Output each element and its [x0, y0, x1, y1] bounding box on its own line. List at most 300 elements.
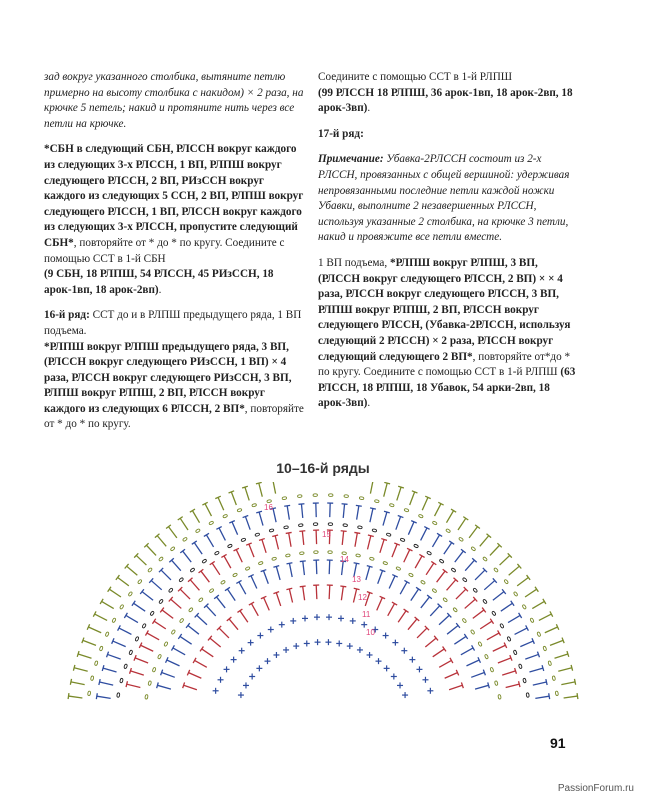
stitch-mark	[189, 673, 202, 679]
chain-loop-mark	[129, 650, 133, 655]
stitch-top-mark	[354, 588, 360, 589]
stitch-mark	[142, 592, 153, 601]
stitch-mark	[127, 566, 138, 575]
stitch-top-mark	[515, 668, 517, 674]
stitch-mark	[525, 654, 538, 659]
stitch-mark	[239, 582, 246, 594]
chain-loop-mark	[300, 552, 305, 555]
stitch-mark	[421, 597, 430, 608]
chain-loop-mark	[159, 599, 164, 604]
chain-loop-mark	[99, 646, 103, 651]
stitch-mark	[136, 555, 146, 565]
stitch-mark	[184, 685, 197, 689]
stitch-mark	[118, 577, 129, 585]
chain-loop-mark	[369, 557, 374, 561]
stitch-mark	[83, 640, 96, 645]
stitch-top-mark	[273, 592, 279, 594]
stitch-top-mark	[237, 609, 242, 612]
chain-loop-mark	[255, 533, 260, 537]
stitch-mark	[435, 504, 441, 516]
chain-loop-mark	[459, 537, 464, 542]
stitch-mark	[366, 566, 370, 579]
stitch-top-mark	[367, 566, 373, 568]
stitch-mark	[502, 671, 515, 675]
row-label: 15	[322, 530, 331, 539]
stitch-mark	[490, 545, 500, 555]
stitch-mark	[430, 606, 440, 616]
chain-loop-mark	[507, 636, 511, 641]
stitch-mark	[146, 545, 156, 555]
chain-loop-mark	[158, 557, 163, 562]
stitch-top-mark	[577, 693, 578, 699]
chain-loop-mark	[148, 567, 153, 572]
stitch-mark	[167, 660, 180, 666]
stitch-mark	[410, 492, 415, 505]
stitch-mark	[461, 648, 473, 655]
chain-loop-mark	[120, 678, 124, 683]
stitch-mark	[446, 511, 453, 523]
stitch-mark	[119, 628, 131, 634]
stitch-mark	[473, 610, 484, 618]
stitch-mark	[396, 517, 401, 530]
chain-loop-mark	[400, 538, 405, 542]
chain-loop-mark	[443, 597, 448, 602]
chain-loop-mark	[523, 678, 527, 683]
stitch-mark	[262, 539, 266, 552]
stitch-mark	[480, 536, 489, 547]
stitch-mark	[302, 531, 303, 545]
stitch-mark	[500, 555, 510, 565]
chain-loop-mark	[188, 607, 193, 612]
stitch-mark	[97, 696, 111, 698]
stitch-mark	[392, 544, 397, 557]
stitch-top-mark	[68, 693, 69, 699]
stitch-top-mark	[96, 693, 97, 699]
stitch-mark	[219, 628, 229, 638]
stitch-mark	[355, 533, 357, 547]
chain-loop-mark	[473, 588, 478, 593]
stitch-mark	[558, 668, 572, 671]
stitch-top-mark	[183, 682, 185, 688]
stitch-mark	[411, 589, 419, 601]
stitch-mark	[287, 506, 289, 520]
stitch-mark	[408, 522, 414, 535]
stitch-mark	[88, 627, 101, 633]
stitch-top-mark	[70, 679, 71, 685]
stitch-top-mark	[340, 586, 346, 587]
stitch-mark	[127, 684, 141, 687]
stitch-top-mark	[443, 646, 446, 651]
page-number: 91	[550, 735, 566, 751]
chain-loop-mark	[88, 691, 91, 696]
stitch-mark	[190, 580, 199, 591]
stitch-mark	[69, 696, 83, 698]
chain-loop-mark	[124, 664, 128, 669]
stitch-top-mark	[384, 482, 390, 483]
stitch-top-mark	[461, 682, 463, 688]
chain-loop-mark	[150, 611, 155, 616]
stitch-mark	[212, 563, 220, 575]
stitch-mark	[493, 592, 504, 601]
stitch-mark	[432, 535, 439, 547]
stitch-mark	[275, 536, 278, 550]
stitch-mark	[466, 660, 479, 666]
chain-loop-mark	[258, 561, 263, 565]
chain-loop-mark	[462, 577, 467, 582]
stitch-top-mark	[259, 539, 265, 541]
stitch-mark	[475, 685, 488, 689]
stitch-top-mark	[272, 535, 278, 536]
chain-loop-mark	[383, 561, 388, 565]
stitch-top-mark	[286, 532, 292, 533]
chain-loop-mark	[404, 508, 409, 512]
stitch-mark	[384, 483, 387, 497]
stitch-mark	[157, 685, 170, 689]
stitch-top-mark	[367, 592, 373, 594]
stitch-mark	[555, 654, 568, 658]
stitch-mark	[370, 509, 373, 523]
stitch-top-mark	[574, 679, 575, 685]
stitch-mark	[171, 599, 182, 608]
chain-loop-mark	[297, 495, 302, 498]
chain-loop-mark	[90, 676, 94, 681]
chain-loop-mark	[137, 579, 142, 584]
row-label: 11	[362, 610, 371, 619]
stitch-mark	[465, 560, 474, 571]
stitch-mark	[188, 626, 199, 635]
chain-loop-mark	[232, 573, 237, 577]
stitch-top-mark	[77, 651, 79, 657]
chain-loop-mark	[389, 503, 394, 507]
stitch-mark	[71, 682, 85, 685]
stitch-mark	[232, 522, 238, 535]
chain-loop-mark	[494, 567, 499, 572]
stitch-mark	[135, 658, 148, 663]
stitch-mark	[415, 556, 422, 568]
stitch-mark	[342, 531, 343, 545]
chain-loop-mark	[451, 568, 456, 573]
chain-loop-mark	[298, 524, 303, 527]
chain-loop-mark	[179, 618, 184, 623]
chart-title: 10–16-й ряды	[276, 460, 370, 476]
chain-loop-mark	[170, 546, 175, 551]
stitch-mark	[561, 682, 575, 685]
stitch-mark	[113, 641, 126, 647]
stitch-mark	[180, 518, 188, 530]
stitch-mark	[202, 649, 214, 657]
stitch-mark	[172, 560, 181, 571]
stitch-mark	[194, 543, 202, 555]
chain-loop-mark	[555, 691, 558, 696]
stitch-mark	[162, 610, 173, 618]
chain-loop-mark	[117, 693, 120, 698]
stitch-mark	[303, 586, 305, 600]
stitch-top-mark	[356, 505, 362, 506]
stitch-mark	[316, 585, 317, 599]
stitch-mark	[218, 497, 224, 510]
chain-loop-mark	[492, 611, 497, 616]
chain-loop-mark	[241, 538, 246, 542]
stitch-mark	[469, 527, 477, 538]
stitch-top-mark	[381, 539, 387, 541]
stitch-mark	[447, 626, 458, 635]
stitch-top-mark	[341, 531, 347, 532]
stitch-mark	[273, 482, 276, 494]
stitch-mark	[78, 654, 91, 658]
stitch-mark	[95, 614, 107, 620]
chain-loop-mark	[313, 494, 317, 497]
chain-loop-mark	[328, 551, 332, 554]
chain-loop-mark	[359, 497, 364, 500]
stitch-mark	[74, 668, 88, 671]
stitch-top-mark	[242, 486, 248, 488]
chain-loop-mark	[432, 521, 437, 525]
stitch-top-mark	[542, 665, 544, 671]
stitch-mark	[147, 633, 159, 640]
chain-loop-mark	[152, 667, 156, 672]
stitch-mark	[397, 487, 401, 500]
stitch-mark	[229, 619, 238, 630]
chain-loop-mark	[518, 664, 522, 669]
chain-loop-mark	[145, 694, 148, 699]
chain-loop-mark	[414, 544, 419, 548]
stitch-mark	[227, 589, 235, 601]
chain-loop-mark	[453, 607, 458, 612]
chain-loop-mark	[148, 681, 152, 686]
stitch-mark	[316, 560, 317, 574]
stitch-mark	[535, 696, 549, 698]
stitch-mark	[425, 638, 436, 647]
stitch-top-mark	[284, 505, 290, 506]
chain-loop-mark	[142, 623, 146, 628]
chain-loop-mark	[168, 588, 173, 593]
stitch-top-mark	[130, 668, 132, 674]
chain-loop-mark	[284, 526, 289, 529]
chain-loop-mark	[504, 579, 509, 584]
chain-loop-mark	[494, 681, 498, 686]
stitch-mark	[251, 576, 257, 589]
stitch-mark	[487, 633, 499, 640]
stitch-top-mark	[488, 682, 490, 688]
chain-loop-mark	[245, 566, 250, 570]
stitch-mark	[236, 550, 242, 563]
stitch-mark	[276, 566, 280, 579]
stitch-mark	[205, 504, 211, 516]
stitch-top-mark	[192, 541, 197, 544]
chain-loop-mark	[372, 529, 377, 533]
stitch-mark	[195, 660, 207, 667]
row-label: 13	[352, 575, 361, 584]
stitch-mark	[417, 628, 427, 638]
chain-loop-mark	[182, 537, 187, 542]
stitch-mark	[109, 589, 121, 597]
stitch-top-mark	[354, 532, 360, 533]
chain-loop-mark	[344, 495, 349, 498]
stitch-mark	[389, 576, 395, 589]
stitch-top-mark	[546, 679, 547, 685]
chain-loop-mark	[214, 551, 219, 555]
chain-loop-mark	[513, 591, 518, 596]
stitch-top-mark	[298, 504, 304, 505]
chain-loop-mark	[483, 557, 488, 562]
note-paragraph: Примечание: Убавка-2РЛССН состоит из 2-х РЛССН, провязанных с общей вершиной: удерживая непровязанными последние петли каждой ножки Убавки, выполните 2 незавершенных РЛССН, используя указанные 2 столбика, на крючке 3 петли, накид и провяжите все петли вместе.	[318, 153, 570, 244]
chain-loop-mark	[237, 508, 242, 512]
stitch-mark	[206, 606, 216, 616]
stitch-top-mark	[126, 681, 127, 687]
stitch-mark	[343, 504, 344, 518]
stitch-mark	[449, 685, 462, 689]
stitch-mark	[259, 483, 262, 497]
chain-loop-mark	[552, 676, 556, 681]
chain-loop-mark	[343, 524, 348, 527]
chain-loop-mark	[329, 494, 333, 497]
chain-loop-mark	[128, 591, 133, 596]
stitch-mark	[506, 684, 520, 687]
chain-loop-mark	[190, 568, 195, 573]
stitch-mark	[329, 560, 330, 574]
stitch-mark	[404, 550, 410, 563]
chain-loop-mark	[269, 529, 274, 533]
stitch-mark	[426, 563, 434, 575]
stitch-top-mark	[132, 601, 135, 606]
chain-loop-mark	[537, 632, 541, 637]
stitch-mark	[480, 621, 492, 629]
stitch-mark	[509, 566, 520, 575]
row-17-instructions: 1 ВП подъема, *РЛПШ вокруг РЛПШ, 3 ВП, (РЛССН вокруг следующего РЛССН, 2 ВП) × × 4 раза, РЛССН вокруг следующего РЛССН, 3 ВП, РЛПШ вокруг РЛПШ, 2 ВП, РЛССН вокруг следующего РЛССН, (Убавка-2РЛССН, используя следующий 2 РЛССН) × 2 раза, РЛССН вокруг следующий следующего 2 ВП*, повторяйте от*до * по кругу. Соедините с помощью ССТ в 1-й РЛПШ (63 РЛССН, 18 РЛПШ, 18 Убавок, 54 арки-2вп, 18 арок-3вп).	[318, 256, 576, 410]
stitch-top-mark	[299, 531, 305, 532]
stitch-mark	[493, 645, 506, 651]
chain-loop-mark	[374, 499, 379, 503]
stitch-mark	[498, 658, 511, 663]
chain-loop-mark	[119, 604, 124, 609]
stitch-top-mark	[384, 511, 390, 513]
stitch-mark	[289, 589, 292, 603]
stitch-mark	[353, 589, 356, 603]
chain-loop-mark	[498, 694, 501, 699]
chain-loop-mark	[252, 503, 257, 507]
stitch-mark	[439, 615, 449, 625]
row-label: 16	[264, 503, 273, 512]
stitch-top-mark	[157, 682, 159, 688]
chain-loop-mark	[282, 497, 287, 500]
stitch-top-mark	[286, 588, 292, 589]
stitch-mark	[141, 645, 154, 651]
chain-loop-mark	[490, 667, 494, 672]
chain-loop-mark	[500, 623, 504, 628]
chain-loop-mark	[548, 661, 552, 666]
stitch-mark	[465, 599, 476, 608]
stitch-top-mark	[370, 508, 376, 509]
stitch-top-mark	[200, 646, 203, 651]
stitch-mark	[100, 682, 114, 685]
chain-loop-mark	[418, 514, 423, 518]
row-label: 12	[358, 593, 367, 602]
chain-loop-mark	[470, 629, 475, 634]
stitch-mark	[108, 654, 121, 659]
stitch-mark	[201, 571, 209, 582]
stitch-mark	[251, 604, 258, 616]
chain-loop-mark	[513, 650, 517, 655]
stitch-mark	[380, 539, 384, 552]
stitch-mark	[545, 627, 558, 633]
stitch-top-mark	[273, 566, 279, 568]
stitch-mark	[217, 597, 226, 608]
chain-loop-mark	[220, 580, 225, 585]
stitch-mark	[388, 604, 395, 616]
stitch-mark	[422, 497, 428, 510]
stitch-mark	[210, 638, 221, 647]
stitch-mark	[517, 577, 528, 585]
stitch-mark	[154, 621, 166, 629]
instruction-paragraph: зад вокруг указанного столбика, вытяните петлю примерно на высоту столбика с накидом) × 2 раза, на крючке 5 петель; накид и протяните нить через все петли на крючке.	[44, 71, 304, 130]
chain-loop-mark	[530, 618, 534, 623]
stitch-mark	[533, 682, 547, 685]
chain-loop-mark	[209, 521, 214, 525]
stitch-mark	[378, 571, 383, 584]
stitch-mark	[329, 585, 330, 599]
stitch-mark	[240, 611, 248, 623]
stitch-mark	[484, 581, 495, 590]
chain-loop-mark	[209, 588, 214, 593]
chain-loop-mark	[432, 588, 437, 593]
stitch-mark	[475, 570, 485, 580]
stitch-top-mark	[342, 504, 348, 505]
stitch-top-mark	[449, 541, 454, 544]
stitch-top-mark	[368, 535, 374, 536]
chain-loop-mark	[195, 528, 200, 533]
stitch-top-mark	[300, 561, 306, 562]
stitch-top-mark	[300, 586, 306, 587]
stitch-top-mark	[511, 601, 514, 606]
stitch-mark	[245, 487, 249, 500]
row-16-instructions: 16-й ряд: ССТ до и в РЛПШ предыдущего ряда, 1 ВП подъема. *РЛПШ вокруг РЛПШ предыдущего ряда, 3 ВП, (РЛССН вокруг следующего РИзССН, 1 ВП) × 4 раза, РЛССН вокруг следующего РИзССН, 3 ВП, РЛПШ вокруг РЛПШ, 2 ВП, РЛССН вокруг каждого из следующих 6 РЛССН, 2 ВП*, повторяйте от * до * по кругу.	[44, 309, 304, 431]
chain-loop-mark	[198, 597, 203, 602]
stitch-top-mark	[354, 563, 360, 564]
chain-loop-mark	[358, 526, 363, 529]
chain-loop-mark	[356, 554, 361, 557]
stitch-mark	[529, 668, 542, 672]
row-16-summary: Соедините с помощью ССТ в 1-й РЛПШ (99 РЛССН 18 РЛПШ, 36 арок-1вп, 18 арок-2вп, 18 арок-3вп).	[318, 71, 573, 115]
stitch-mark	[564, 696, 578, 698]
chain-loop-mark	[471, 546, 476, 551]
chain-loop-mark	[105, 632, 109, 637]
stitch-mark	[134, 603, 146, 611]
stitch-mark	[357, 506, 359, 520]
stitch-mark	[444, 543, 452, 555]
stitch-mark	[368, 536, 371, 550]
watermark: PassionForum.ru	[557, 783, 634, 794]
chain-loop-mark	[179, 577, 184, 582]
stitch-mark	[180, 636, 192, 644]
row-15-instructions: *СБН в следующий СБН, РЛССН вокруг каждого из следующих 3-х РЛССН, 1 ВП, РЛПШ вокруг следующего РЛССН, 2 ВП, РИзССН вокруг каждого из следующих 5 ССН, 2 ВП, РЛПШ вокруг следующего РЛССН, 1 ВП, РЛССН вокруг каждого из следующих 3-х РЛССН, пропустите следующий СБН*, повторяйте от * до * по кругу. Соедините с помощью ССТ в 1-й СБН (9 СБН, 18 РЛПШ, 54 РЛССН, 45 РИзССН, 18 арок-1вп, 18 арок-2вп).	[44, 143, 304, 296]
crochet-diagram	[40, 482, 606, 702]
stitch-mark	[303, 561, 305, 575]
stitch-mark	[183, 551, 192, 562]
chain-loop-mark	[462, 618, 467, 623]
row-label: 10	[366, 628, 375, 637]
chain-loop-mark	[420, 580, 425, 585]
stitch-mark	[206, 535, 213, 547]
stitch-mark	[370, 482, 373, 494]
stitch-top-mark	[256, 511, 262, 513]
stitch-top-mark	[398, 486, 404, 488]
stitch-mark	[515, 628, 527, 634]
stitch-top-mark	[519, 681, 520, 687]
chain-loop-mark	[202, 559, 207, 564]
stitch-mark	[168, 527, 176, 538]
chain-loop-mark	[157, 654, 161, 659]
stitch-mark	[289, 563, 292, 577]
